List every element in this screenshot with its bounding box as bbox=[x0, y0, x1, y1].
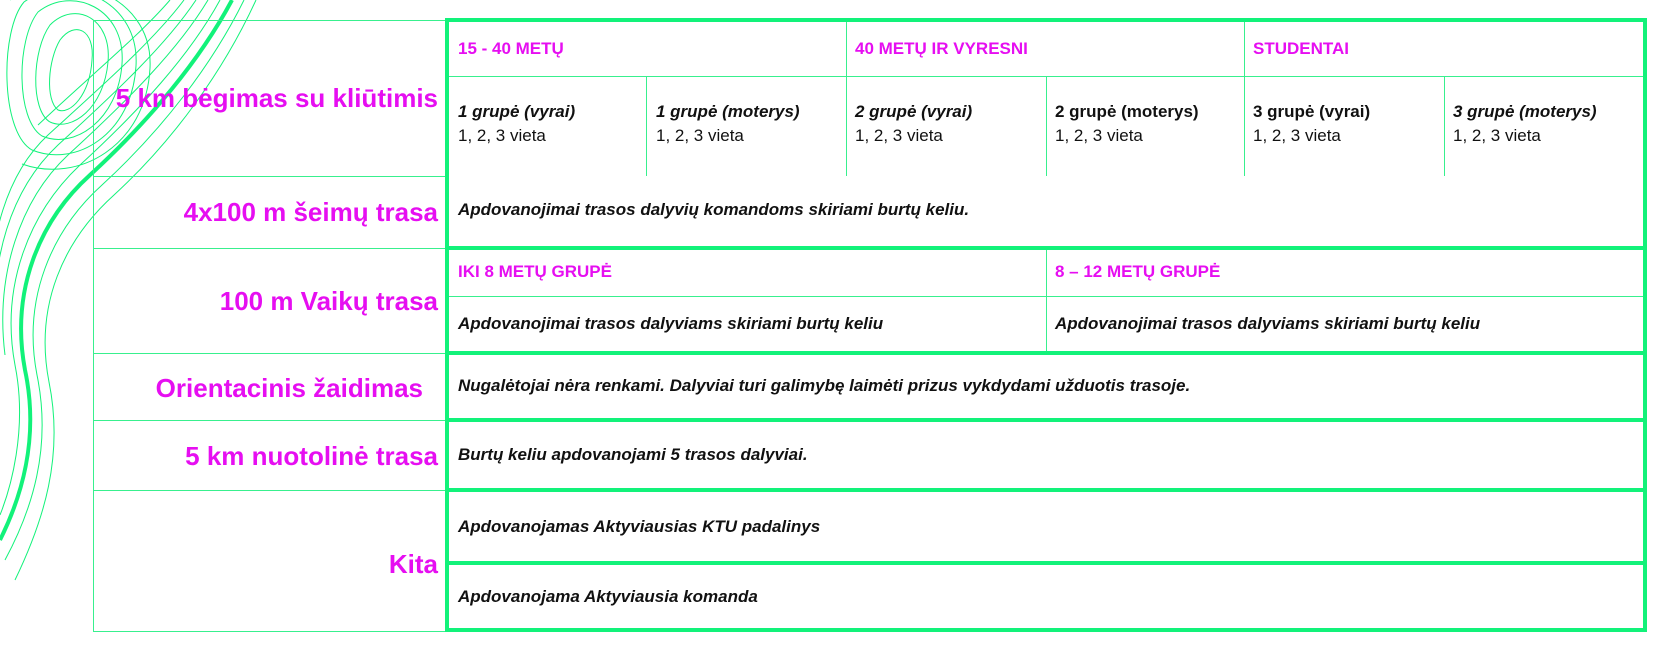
age-header-students: STUDENTAI bbox=[1253, 39, 1350, 58]
frame-line-row bbox=[445, 246, 1647, 250]
group-name: 2 grupė (moterys) bbox=[1055, 102, 1199, 121]
row-divider bbox=[93, 420, 445, 421]
group-cell bbox=[1055, 100, 1199, 148]
frame-line-row bbox=[445, 418, 1647, 422]
group-name: 1 grupė (moterys) bbox=[656, 102, 800, 121]
group-cell bbox=[1453, 100, 1597, 148]
kids-header-under-8: IKI 8 METŲ GRUPĖ bbox=[458, 262, 612, 281]
group-places: 1, 2, 3 vieta bbox=[1453, 126, 1541, 145]
row-label-other: Kita bbox=[388, 549, 438, 579]
group-name: 3 grupė (moterys) bbox=[1453, 102, 1597, 121]
col-divider bbox=[846, 20, 847, 176]
frame-line-left bbox=[445, 18, 449, 632]
group-places: 1, 2, 3 vieta bbox=[855, 126, 943, 145]
frame-line-bottom bbox=[445, 628, 1647, 632]
frame-line-right bbox=[1643, 18, 1647, 632]
group-cell bbox=[656, 100, 800, 148]
group-places: 1, 2, 3 vieta bbox=[1253, 126, 1341, 145]
age-header-15-40: 15 - 40 METŲ bbox=[458, 39, 564, 58]
remote-track-text: Burtų keliu apdovanojami 5 trasos dalyviai. bbox=[458, 445, 808, 464]
group-name: 2 grupė (vyrai) bbox=[855, 102, 973, 121]
row-divider bbox=[93, 176, 445, 177]
row-divider bbox=[93, 248, 445, 249]
other-award-unit: Apdovanojamas Aktyviausias KTU padalinys bbox=[458, 517, 821, 536]
frame-line-row bbox=[445, 561, 1647, 565]
col-divider bbox=[1444, 76, 1445, 176]
group-name: 3 grupė (vyrai) bbox=[1253, 102, 1371, 121]
col-divider bbox=[1244, 20, 1245, 176]
row-label-obstacle-run: 5 km bėgimas su kliūtimis bbox=[115, 83, 438, 113]
row-divider bbox=[93, 490, 445, 491]
row-label-remote-track: 5 km nuotolinė trasa bbox=[185, 441, 438, 471]
frame-line-row bbox=[445, 351, 1647, 355]
family-track-award-text: Apdovanojimai trasos dalyvių komandoms skiriami burtų keliu. bbox=[458, 200, 970, 219]
frame-line-top bbox=[445, 18, 1647, 22]
group-name: 1 grupė (vyrai) bbox=[458, 102, 576, 121]
group-places: 1, 2, 3 vieta bbox=[656, 126, 744, 145]
col-divider bbox=[646, 76, 647, 176]
row-divider bbox=[445, 296, 1645, 297]
group-places: 1, 2, 3 vieta bbox=[1055, 126, 1143, 145]
kids-header-8-12: 8 – 12 METŲ GRUPĖ bbox=[1055, 262, 1221, 281]
col-divider bbox=[1046, 76, 1047, 176]
group-cell bbox=[458, 100, 575, 148]
kids-award-text: Apdovanojimai trasos dalyviams skiriami burtų keliu bbox=[1055, 314, 1481, 333]
row-label-kids-track: 100 m Vaikų trasa bbox=[219, 286, 438, 316]
orienteering-text: Nugalėtojai nėra renkami. Dalyviai turi galimybę laimėti prizus vykdydami užduotis trasoje. bbox=[458, 376, 1191, 395]
row-divider bbox=[93, 353, 445, 354]
frame-line-row bbox=[445, 488, 1647, 492]
kids-award-text: Apdovanojimai trasos dalyviams skiriami burtų keliu bbox=[458, 314, 884, 333]
group-cell bbox=[855, 100, 972, 148]
row-divider bbox=[445, 76, 1645, 77]
col-divider bbox=[1046, 248, 1047, 353]
row-label-orienteering: Orientacinis žaidimas bbox=[155, 373, 423, 403]
age-header-40-plus: 40 METŲ IR VYRESNI bbox=[855, 39, 1028, 58]
group-places: 1, 2, 3 vieta bbox=[458, 126, 546, 145]
other-award-team: Apdovanojama Aktyviausia komanda bbox=[458, 587, 758, 606]
row-label-family-track: 4x100 m šeimų trasa bbox=[183, 197, 438, 227]
group-cell bbox=[1253, 100, 1370, 148]
